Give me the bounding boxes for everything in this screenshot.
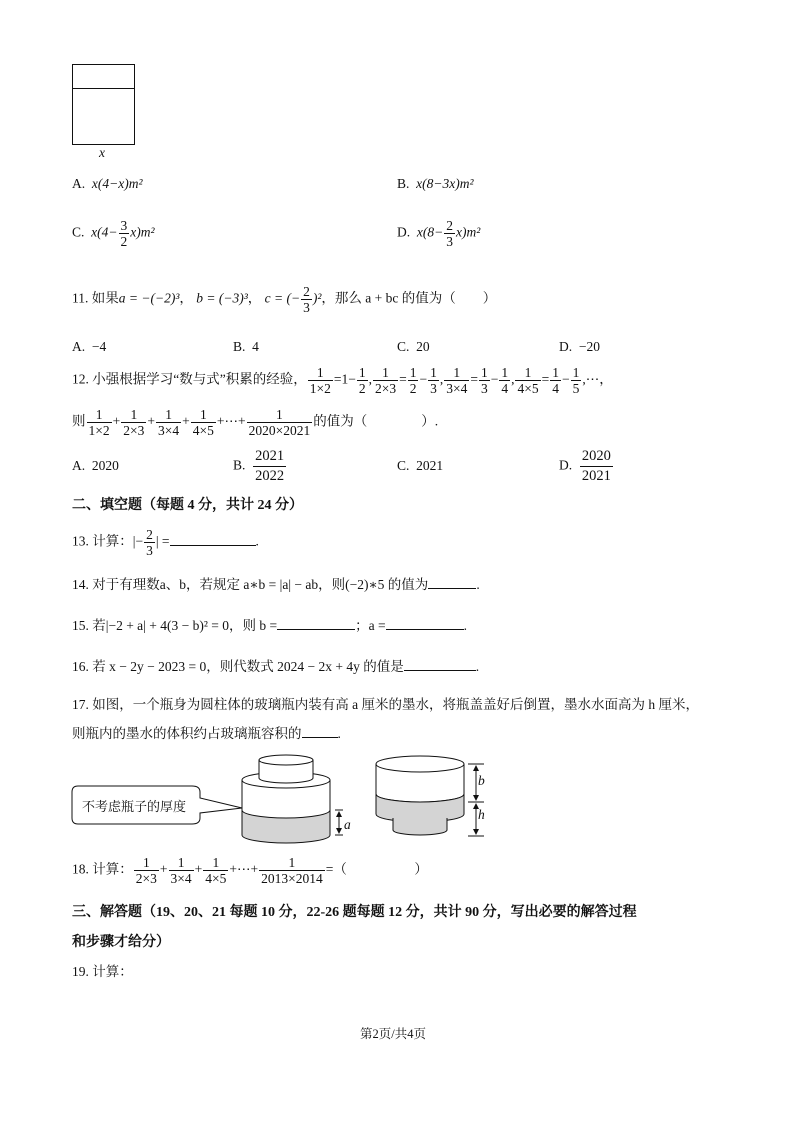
q11-c-prefix: c = (− [264, 290, 301, 306]
answer-blank[interactable] [302, 725, 338, 738]
q12-option-a[interactable] [72, 458, 119, 474]
question-number: 18. [72, 861, 89, 877]
fraction [444, 218, 455, 249]
q12-option-b[interactable] [233, 447, 287, 486]
q15 [72, 614, 467, 634]
q16-text: 若 x − 2y − 2023 = 0，则代数式 2024 − 2x + 4y 的值是 [92, 659, 404, 674]
fraction [259, 855, 325, 886]
option-value: 4 [252, 339, 259, 354]
option-expr: x(4−x)m² [91, 176, 143, 191]
frac-num: 2021 [253, 447, 286, 467]
q10-option-a[interactable] [72, 176, 143, 192]
option-expr-pre: x(4− [91, 224, 118, 240]
frac-num: 1 [259, 855, 325, 871]
q17-text-line2: 则瓶内的墨水的体积约占玻璃瓶容积的 [72, 726, 302, 741]
q18-answer: =（ ） [325, 861, 428, 877]
callout-text: 不考虑瓶子的厚度 [82, 799, 187, 814]
q16 [72, 655, 479, 675]
fraction: $\frac{1}{4}$ [501, 365, 509, 396]
option-label: B. [397, 176, 410, 191]
question-number: 12. [72, 371, 89, 387]
frac-num: 2 [303, 284, 310, 299]
q18-dots: +⋯+ [229, 861, 259, 877]
fraction: $\frac{1}{2\times 3}$ [123, 407, 145, 438]
page-footer: 第2页/共4页 [360, 1027, 426, 1041]
section-heading-solve-line2: 和步骤才给分） [72, 935, 170, 950]
option-label: C. [397, 458, 410, 473]
option-label: C. [72, 224, 85, 240]
q12-stem-line1: 12. 小强根据学习“数与式”积累的经验， $\frac{1}{1\times 2}$ =1− $\frac{1}{2}$ , $\frac{1}{2\times 3}$ = $\frac{1}{2}$ − $\frac{1}{3}$ , $\frac{1}{3\times 4}$ = $\frac{1}{3}$ − $\frac{1}{4}$ , $\frac{1}{4\times 5}$ = $\frac{1}{4}$ − $\frac{1}{5}$ ,⋯， [72, 365, 613, 396]
q15-end: . [463, 618, 467, 633]
frac-den: 2021 [581, 468, 611, 484]
q11-option-a[interactable] [72, 339, 106, 355]
question-number: 17. [72, 697, 89, 712]
question-number: 11. [72, 290, 89, 306]
answer-blank-b[interactable] [277, 617, 355, 630]
option-label: A. [72, 176, 86, 191]
q14-text: 对于有理数a、b，若规定 a∗b = |a| − ab，则(−2)∗5 的值为 [92, 577, 429, 592]
frac-den: 4×5 [205, 871, 227, 886]
q12-stem-line2: 则 $\frac{1}{1\times 2}$ + $\frac{1}{2\times 3}$ + $\frac{1}{3\times 4}$ + $\frac{1}{4\times 5}$ +⋯+ $\frac{1}{2020\times 2021}$ 的值为（ ）. [72, 407, 439, 438]
q15-text: 若|−2 + a| + 4(3 − b)² = 0，则 b = [92, 618, 278, 633]
q19-text: 计算： [92, 964, 133, 979]
q17-text-line1: 如图，一个瓶身为圆柱体的玻璃瓶内装有高 a 厘米的墨水，将瓶盖盖好后倒置，墨水水面高为 h 厘米， [92, 697, 699, 712]
q12-intro: 小强根据学习“数与式”积累的经验， [92, 371, 307, 387]
q13-text: 计算： [92, 533, 133, 549]
q11-c-suffix: )² [312, 290, 322, 306]
option-label: D. [559, 339, 573, 354]
fraction: $\frac{1}{4\times 5}$ [517, 365, 539, 396]
option-label: A. [72, 339, 86, 354]
answer-blank[interactable] [404, 658, 476, 671]
rectangle-x-label: x [99, 145, 105, 160]
fraction: $\frac{1}{3\times 4}$ [158, 407, 180, 438]
fraction: $\frac{1}{3}$ [480, 365, 488, 396]
upright-bottle [242, 755, 343, 843]
answer-blank-a[interactable] [386, 617, 464, 630]
question-number: 13. [72, 533, 89, 549]
q10-option-c[interactable] [72, 218, 155, 249]
option-label: B. [233, 457, 246, 473]
question-number: 16. [72, 659, 89, 674]
fraction [580, 447, 613, 486]
frac-den: 3 [446, 234, 453, 249]
answer-blank[interactable] [428, 576, 476, 589]
q11-stem: 11. 如果a = −(−2)³， b = (−3)³， c = (− $\frac{2}{3}$ )²，那么 a + bc 的值为（ ） [72, 284, 497, 315]
fraction [134, 855, 159, 886]
frac-num: 3 [120, 218, 128, 233]
fraction: $\frac{1}{3\times 4}$ [446, 365, 468, 396]
option-label: C. [397, 339, 410, 354]
q11-if: 如果 [91, 290, 119, 306]
option-value: 20 [416, 339, 430, 354]
q15-sep: ；a = [355, 618, 386, 633]
frac-num: 1 [134, 855, 159, 871]
frac-num: 1 [169, 855, 194, 871]
frac-num: 1 [203, 855, 228, 871]
fraction [144, 527, 155, 558]
frac-num: 2 [446, 218, 453, 233]
fraction: $\frac{1}{4}$ [552, 365, 559, 396]
frac-den: 2×3 [135, 871, 157, 886]
q17-end: . [337, 726, 341, 741]
q18-text: 计算： [92, 861, 133, 877]
question-number: 15. [72, 618, 89, 633]
q11-b-def: b = (−3)³ [196, 290, 248, 306]
q11-a-def: a = −(−2)³ [118, 290, 180, 306]
question-number: 14. [72, 577, 89, 592]
section-heading-solve-line1: 三、解答题（19、20、21 每题 10 分，22-26 题每题 12 分，共计 90 分，写出必要的解答过程 [72, 905, 637, 920]
q11-option-c[interactable] [397, 339, 430, 355]
answer-blank[interactable] [170, 533, 256, 546]
q14 [72, 573, 480, 593]
fraction: $\frac{1}{2020\times 2021}$ [248, 407, 311, 438]
q12-then: 则 [72, 413, 86, 429]
q18: 18. 计算： $\frac{1}{2\times 3}$ + $\frac{1}{3\times 4}$ + $\frac{1}{4\times 5}$ +⋯+ $\frac{1}{2013\times 2014}$ =（ ） [72, 855, 428, 886]
option-expr-post: x)m² [130, 224, 155, 240]
option-value: −4 [91, 339, 107, 354]
option-label: A. [72, 458, 86, 473]
option-value: 2021 [416, 458, 444, 473]
option-expr-pre: x(8− [416, 224, 444, 240]
fraction: $\frac{1}{1\times 2}$ [309, 365, 331, 396]
dimension-label-h: h [478, 807, 485, 822]
rectangle-figure [72, 64, 136, 146]
q12-ask: 的值为（ ）. [313, 413, 439, 429]
frac-den: 2 [120, 234, 128, 249]
option-expr-post: x)m² [455, 224, 481, 240]
option-expr: x(8−3x)m² [416, 176, 474, 191]
q12-option-c[interactable] [397, 458, 443, 474]
q12-option-d[interactable] [559, 447, 614, 486]
frac-den: 2022 [255, 468, 285, 484]
dimension-label-b: b [478, 773, 485, 788]
fraction: $\frac{1}{2}$ [358, 365, 366, 396]
frac-den: 3×4 [170, 871, 192, 886]
fraction: $\frac{1}{3}$ [430, 365, 437, 396]
fraction: $\frac{1}{1\times 2}$ [88, 407, 110, 438]
q11-option-b[interactable] [233, 339, 259, 355]
fraction [119, 218, 130, 249]
fraction: $\frac{1}{4\times 5}$ [192, 407, 214, 438]
frac-den: 2013×2014 [261, 871, 323, 886]
q19 [72, 960, 133, 980]
q13: 13. 计算：|− $\frac{2}{3}$ | = . [72, 527, 259, 558]
q10-option-b[interactable] [397, 176, 474, 192]
q17-line1 [72, 693, 699, 713]
fraction: $\frac{1}{5}$ [572, 365, 580, 396]
q11-question: ，那么 a + bc 的值为（ ） [321, 290, 497, 306]
q16-end: . [475, 659, 480, 674]
option-value: −20 [578, 339, 600, 354]
fraction [253, 447, 286, 486]
frac-num: 2020 [580, 447, 613, 467]
section-heading-fill-in: 二、填空题（每题 4 分，共计 24 分） [72, 498, 303, 513]
q17-line2 [72, 722, 341, 742]
q11-option-d[interactable] [559, 339, 600, 355]
frac-den: 3 [146, 543, 153, 558]
frac-num: 2 [146, 527, 153, 542]
fraction [169, 855, 194, 886]
question-number: 19. [72, 964, 89, 979]
fraction: $\frac{1}{2}$ [409, 365, 417, 396]
fraction: $\frac{1}{2\times 3}$ [374, 365, 397, 396]
q14-end: . [476, 577, 480, 592]
fraction [203, 855, 228, 886]
option-label: D. [397, 224, 411, 240]
option-value: 2020 [91, 458, 119, 473]
option-label: B. [233, 339, 246, 354]
q10-option-d[interactable] [397, 218, 480, 249]
inverted-bottle [376, 756, 484, 836]
option-label: D. [559, 457, 573, 473]
dimension-label-a: a [344, 817, 351, 832]
fraction [301, 284, 312, 315]
frac-den: 3 [303, 300, 310, 315]
